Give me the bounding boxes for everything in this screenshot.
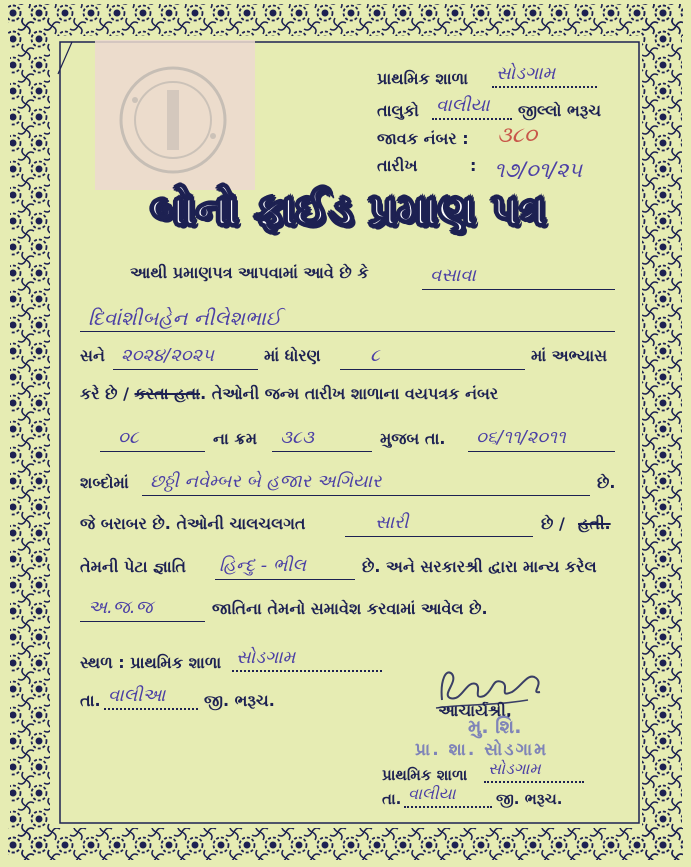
line4 [80,383,498,405]
caste-value: હિન્દુ - ભીલ [219,555,307,576]
header-district: જીલ્લો ભરૂચ [518,101,602,120]
line6-a: શબ્દોમાં [80,473,129,492]
header-taluka-value: વાલીયા [436,95,490,116]
line8-a: તેમની પેટા જ્ઞાતિ [80,557,186,576]
dob-field [468,424,615,452]
line1-text: આથી પ્રમાણપત્ર આપવામાં આવે છે કે [130,263,369,282]
register-no-value: ૦૮ [118,427,139,448]
line4-a: કરે છે / [80,384,129,403]
line7-struck: હતી. [578,514,611,533]
dob-value: ૦૬/૧૧/૨૦૧૧ [476,427,566,448]
standard-field [340,342,525,370]
header-date-value: ૧૭/૦૧/૨૫ [494,158,583,182]
header-taluka-field [432,94,512,120]
line5-kram: ના ક્રમ [213,429,258,448]
surname-value: વસાવા [430,265,476,286]
standard-value: ૮ [370,345,380,366]
caste-field [215,552,355,580]
footer-district: જી. ભરૂચ. [204,691,275,710]
place-field [232,646,382,672]
header-taluka-label: તાલુકો [377,101,419,120]
sig-ta-value: વાલીયા [408,784,456,803]
header-date-colon: : [470,156,477,175]
sig-school-field [484,757,584,783]
principal-title: આચાર્યશ્રી, [438,701,512,720]
stamp-role: મુ. શિ. [468,716,522,738]
line4-b: . તેઓની જન્મ તારીખ શાળાના વયપત્રક નંબર [200,384,499,403]
sig-school-value: સોડગામ [488,759,541,778]
header-school-label: પ્રાથમિક શાળા [377,69,469,88]
full-name-field [80,304,615,332]
line5-mujab: મુજબ તા. [380,429,446,448]
dob-words-value: છઠ્ઠી નવેમ્બર બે હજાર અગિયાર [150,471,382,492]
school-seal-stamp [95,40,255,190]
year-value: ૨૦૨૪/૨૦૨૫ [121,345,214,366]
serial-no-field [272,424,372,452]
register-no-field [100,424,205,452]
conduct-value: સારી [375,512,409,533]
header-school-field [492,62,597,88]
stamp-school: પ્રા. શા. સોડગામ [415,740,549,760]
line4-struck: કરતા હતા [134,384,201,403]
footer-ta-label: તા. [80,691,101,710]
line9-b: જાતિના તેમનો સમાવેશ કરવામાં આવેલ છે. [212,599,488,618]
footer-ta-value: વાલીઆ [108,685,166,706]
header-jawak-value: ૩૮૦ [497,123,537,148]
place-label: સ્થળ : પ્રાથમિક શાળા [80,653,222,672]
surname-field [422,262,615,290]
line3-end: માં અભ્યાસ [531,346,608,365]
category-value: અ.જ.જ [88,597,153,618]
line8-b: છે. અને સરકારશ્રી દ્વારા માન્ય કરેલ [362,557,597,576]
place-value: સોડગામ [236,647,296,668]
sig-ta-field [404,782,492,808]
line7-a: જે બરાબર છે. તેઓની ચાલચલગત [80,514,306,533]
header-jawak-label: જાવક નંબર : [377,129,469,148]
sig-ta-label: તા. [382,790,402,808]
line7-b: છે / [541,514,565,533]
category-field [80,594,205,622]
conduct-field [345,509,533,537]
line3-std: માં ધોરણ [264,346,321,365]
header-date-label: તારીખ [377,156,418,175]
line6-b: છે. [597,473,616,492]
certificate-title: બોનો ફાઈડ પ્રમાણ પત્ર [151,185,547,234]
header-school-value: સોડગામ [496,63,556,84]
dob-words-field [142,468,590,496]
sig-school-label: પ્રાથમિક શાળા [382,766,468,784]
full-name-value: દિવાંશીબહેન નીલેશભાઈ [88,306,282,330]
line3-san: સને [80,346,105,365]
year-field [113,342,258,370]
footer-ta-field [104,684,198,710]
serial-no-value: ૩૮૩ [280,427,314,448]
sig-district: જી. ભરૂચ. [496,790,563,808]
